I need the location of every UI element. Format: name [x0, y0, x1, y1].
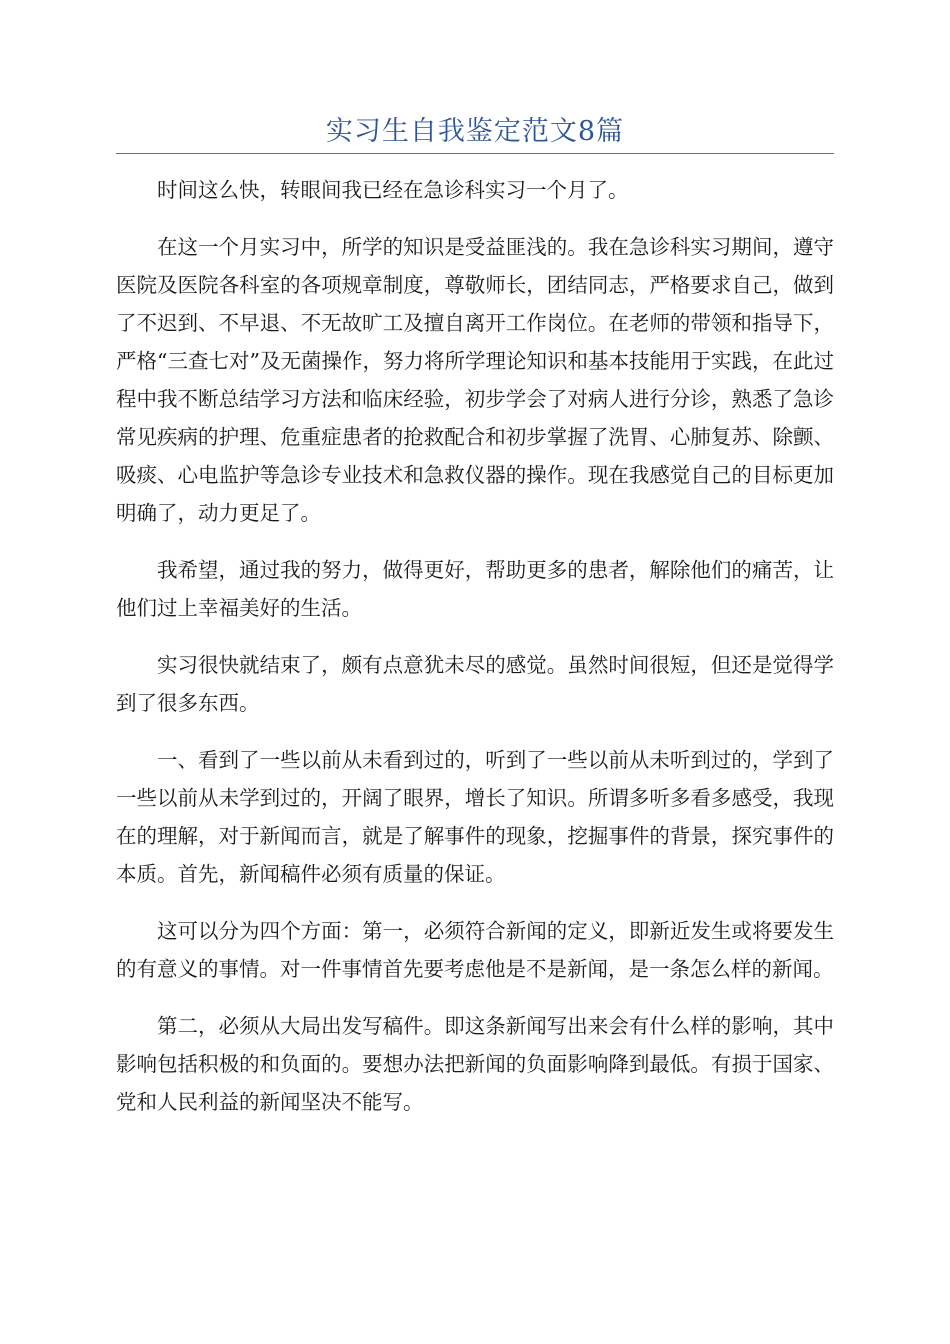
paragraph-1: 时间这么快，转眼间我已经在急诊科实习一个月了。: [157, 178, 629, 202]
document-title: 实习生自我鉴定范文8篇: [325, 116, 625, 147]
paragraph-4: 实习很快就结束了，颇有点意犹未尽的感觉。虽然时间很短，但还是觉得学到了很多东西。: [116, 653, 834, 715]
paragraph-3: 我希望，通过我的努力，做得更好，帮助更多的患者，解除他们的痛苦，让他们过上幸福美好的生活。: [116, 558, 834, 620]
title-underline: [116, 153, 834, 154]
paragraph-5: 一、看到了一些以前从未看到过的，听到了一些以前从未听到过的，学到了一些以前从未学到过的，开阔了眼界，增长了知识。所谓多听多看多感受，我现在的理解，对于新闻而言，就是了解事件的现象，挖掘事件的背景，探究事件的本质。首先，新闻稿件必须有质量的保证。: [116, 748, 834, 886]
paragraph-2: 在这一个月实习中，所学的知识是受益匪浅的。我在急诊科实习期间，遵守医院及医院各科室的各项规章制度，尊敬师长，团结同志，严格要求自己，做到了不迟到、不早退、不无故旷工及擅自离开工作岗位。在老师的带领和指导下，严格“三查七对”及无菌操作，努力将所学理论知识和基本技能用于实践，在此过程中我不断总结学习方法和临床经验，初步学会了对病人进行分诊，熟悉了急诊常见疾病的护理、危重症患者的抢救配合和初步掌握了洗胃、心肺复苏、除颤、吸痰、心电监护等急诊专业技术和急救仪器的操作。现在我感觉自己的目标更加明确了，动力更足了。: [116, 235, 834, 525]
paragraph-7: 第二，必须从大局出发写稿件。即这条新闻写出来会有什么样的影响，其中影响包括积极的和负面的。要想办法把新闻的负面影响降到最低。有损于国家、党和人民利益的新闻坚决不能写。: [116, 1014, 834, 1114]
document-body: [116, 171, 834, 1140]
paragraph-6: 这可以分为四个方面：第一，必须符合新闻的定义，即新近发生或将要发生的有意义的事情。对一件事情首先要考虑他是不是新闻，是一条怎么样的新闻。: [116, 919, 834, 981]
